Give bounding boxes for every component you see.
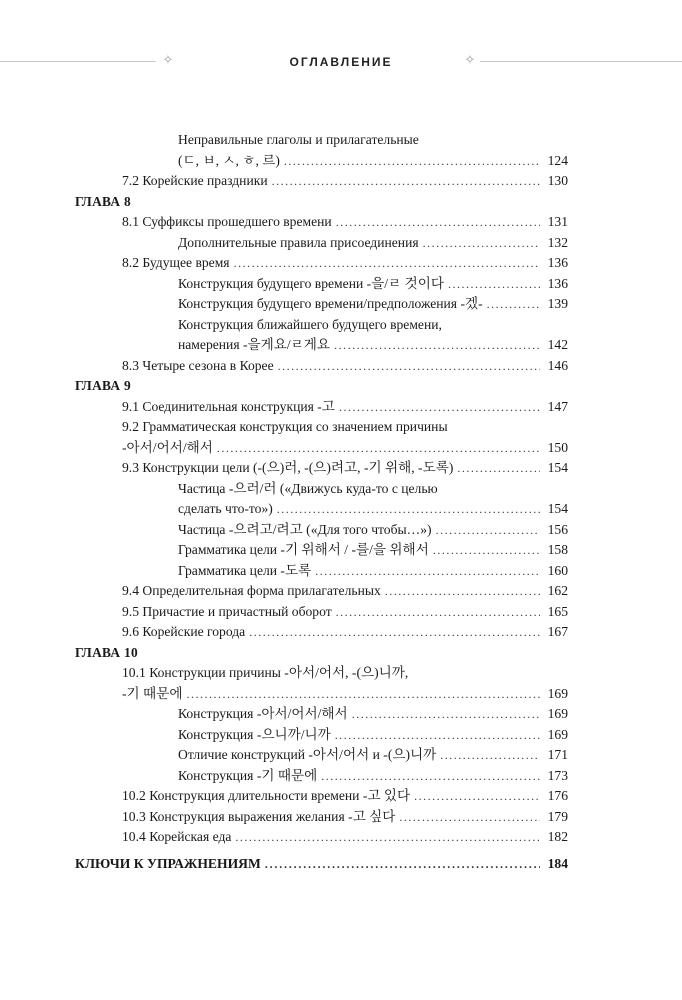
- page-header: [0, 50, 682, 74]
- toc-leader-dots: [278, 356, 540, 377]
- toc-entry[interactable]: [75, 499, 568, 520]
- toc-entry-title: КЛЮЧИ К УПРАЖНЕНИЯМ: [75, 855, 261, 871]
- toc-entry[interactable]: [75, 725, 568, 746]
- toc-entry-title: 9.1 Соединительная конструкция -고: [122, 398, 335, 414]
- toc-entry-title: 9.5 Причастие и причастный оборот: [122, 603, 332, 619]
- toc-entry-title: 10.2 Конструкция длительности времени -고 있다: [122, 788, 411, 803]
- toc-entry[interactable]: [75, 540, 568, 561]
- toc-entry-title: Конструкция будущего времени/предположения -겠-: [178, 296, 483, 311]
- toc-entry-title: 7.2 Корейские праздники: [122, 173, 268, 188]
- toc-entry-title: ГЛАВА 8: [75, 193, 132, 209]
- toc-page-number: 150: [547, 439, 568, 455]
- toc-page-number: 156: [547, 521, 568, 537]
- toc-leader-dots: [277, 499, 540, 520]
- toc-entry-title: 9.6 Корейские города: [122, 624, 246, 639]
- toc-entry[interactable]: [75, 827, 568, 848]
- toc-leader-dots: [385, 581, 540, 602]
- toc-page-number: 136: [547, 255, 568, 270]
- toc-leader-dots: [487, 294, 540, 315]
- toc-leader-dots: [440, 745, 540, 766]
- toc-leader-dots: [436, 520, 540, 541]
- toc-entry-title: 9.2 Грамматическая конструкция со значением причины: [122, 419, 448, 434]
- ornament-icon: ✧: [464, 53, 476, 68]
- toc-page-number: 179: [547, 808, 568, 824]
- toc-entry-title: Дополнительные правила присоединения: [178, 234, 419, 250]
- table-of-contents: [75, 130, 568, 874]
- toc-page-number: 169: [547, 726, 568, 742]
- toc-entry-title: -아서/어서/해서: [122, 439, 213, 455]
- toc-entry-title: Грамматика цели -도록: [178, 562, 312, 578]
- toc-entry[interactable]: [75, 397, 568, 418]
- toc-entry-title: ГЛАВА 9: [75, 378, 132, 393]
- toc-entry[interactable]: [75, 602, 568, 623]
- toc-entry-title: Конструкция -기 때문에: [178, 767, 318, 783]
- toc-entry[interactable]: [75, 807, 568, 828]
- toc-leader-dots: [335, 725, 540, 746]
- toc-entry-title: 10.1 Конструкции причины -아서/어서, -(으)니까,: [122, 665, 409, 680]
- toc-entry-title: (ㄷ, ㅂ, ㅅ, ㅎ, 르): [178, 152, 280, 168]
- toc-leader-dots: [235, 827, 540, 848]
- toc-leader-dots: [234, 253, 540, 274]
- toc-entry[interactable]: [75, 315, 568, 336]
- toc-entry-title: 8.2 Будущее время: [122, 255, 230, 270]
- toc-page-number: 169: [547, 706, 568, 721]
- toc-page-number: 167: [547, 624, 568, 639]
- toc-page-number: 147: [547, 398, 568, 414]
- toc-entry[interactable]: [75, 438, 568, 459]
- toc-entry[interactable]: [75, 253, 568, 274]
- toc-leader-dots: [334, 335, 540, 356]
- toc-page-number: 171: [547, 747, 568, 762]
- page-title: ОГЛАВЛЕНИЕ: [289, 55, 393, 69]
- toc-entry-title: сделать что-то»): [178, 501, 273, 516]
- toc-entry-title: 10.4 Корейская еда: [122, 829, 232, 844]
- toc-entry[interactable]: [75, 356, 568, 377]
- toc-entry-title: Конструкция -아서/어서/해서: [178, 706, 348, 721]
- toc-page-number: 124: [547, 152, 568, 168]
- toc-entry-title: Частица -으려고/려고 («Для того чтобы…»): [178, 521, 432, 537]
- toc-entry-title: 9.3 Конструкции цели (-(으)러, -(으)려고, -기 위해, -도록): [122, 460, 454, 475]
- toc-page-number: 139: [547, 296, 568, 311]
- toc-entry[interactable]: [75, 561, 568, 582]
- toc-page-number: 165: [547, 603, 568, 619]
- toc-page-number: 136: [547, 275, 568, 291]
- toc-page-number: 130: [547, 173, 568, 188]
- toc-entry-title: Грамматика цели -기 위해서 / -를/을 위해서: [178, 542, 429, 557]
- toc-entry[interactable]: [75, 335, 568, 356]
- toc-leader-dots: [265, 854, 540, 875]
- toc-entry-title: намерения -을게요/ㄹ게요: [178, 337, 331, 352]
- toc-leader-dots: [336, 212, 540, 233]
- toc-chapter-heading[interactable]: [75, 643, 568, 664]
- toc-leader-dots: [186, 684, 540, 705]
- toc-entry[interactable]: [75, 622, 568, 643]
- toc-leader-dots: [315, 561, 540, 582]
- toc-leader-dots: [321, 766, 540, 787]
- toc-entry[interactable]: [75, 684, 568, 705]
- toc-page-number: 176: [547, 788, 568, 803]
- toc-page-number: 182: [547, 829, 568, 844]
- toc-entry-title: 8.3 Четыре сезона в Корее: [122, 357, 274, 373]
- toc-entry-title: Неправильные глаголы и прилагательные: [178, 132, 419, 147]
- toc-entry[interactable]: [75, 233, 568, 254]
- toc-entry[interactable]: [75, 786, 568, 807]
- toc-leader-dots: [217, 438, 540, 459]
- toc-entry[interactable]: [75, 130, 568, 151]
- toc-page-number: 173: [547, 767, 568, 783]
- toc-leader-dots: [433, 540, 540, 561]
- toc-leader-dots: [448, 274, 540, 295]
- toc-page-number: 162: [547, 583, 568, 598]
- toc-page-number: 146: [547, 357, 568, 373]
- toc-page-number: 154: [547, 501, 568, 516]
- toc-entry-title: 8.1 Суффиксы прошедшего времени: [122, 214, 332, 229]
- toc-page-number: 131: [547, 214, 568, 229]
- toc-leader-dots: [399, 807, 540, 828]
- toc-entry-title: -기 때문에: [122, 685, 183, 701]
- toc-leader-dots: [272, 171, 540, 192]
- toc-leader-dots: [423, 233, 540, 254]
- toc-leader-dots: [336, 602, 540, 623]
- toc-entry[interactable]: [75, 417, 568, 438]
- toc-leader-dots: [352, 704, 540, 725]
- header-rule-right: [480, 61, 682, 62]
- toc-leader-dots: [249, 622, 540, 643]
- toc-entry[interactable]: [75, 151, 568, 172]
- toc-entry[interactable]: [75, 458, 568, 479]
- toc-entry[interactable]: [75, 171, 568, 192]
- toc-page-number: 184: [547, 855, 568, 871]
- toc-entry[interactable]: [75, 766, 568, 787]
- toc-entry-answers[interactable]: [75, 854, 568, 875]
- toc-entry[interactable]: [75, 479, 568, 500]
- toc-entry-title: Конструкция -으니까/니까: [178, 726, 331, 742]
- toc-entry[interactable]: [75, 274, 568, 295]
- toc-entry[interactable]: [75, 745, 568, 766]
- toc-entry[interactable]: [75, 704, 568, 725]
- toc-entry[interactable]: [75, 212, 568, 233]
- toc-entry-title: Конструкция ближайшего будущего времени,: [178, 316, 442, 332]
- toc-page-number: 154: [547, 460, 568, 475]
- ornament-icon: ✧: [162, 53, 174, 68]
- toc-leader-dots: [457, 458, 540, 479]
- toc-entry[interactable]: [75, 663, 568, 684]
- toc-entry-title: 10.3 Конструкция выражения желания -고 싶다: [122, 808, 396, 824]
- toc-entry-title: Конструкция будущего времени -을/ㄹ 것이다: [178, 275, 444, 291]
- toc-page-number: 158: [547, 542, 568, 557]
- toc-entry[interactable]: [75, 581, 568, 602]
- toc-entry[interactable]: [75, 294, 568, 315]
- toc-page-number: 142: [547, 337, 568, 352]
- toc-entry[interactable]: [75, 520, 568, 541]
- toc-page-number: 132: [547, 234, 568, 250]
- toc-page-number: 160: [547, 562, 568, 578]
- toc-chapter-heading[interactable]: [75, 376, 568, 397]
- toc-entry-title: Частица -으러/러 («Движусь куда-то с целью: [178, 480, 438, 496]
- toc-leader-dots: [414, 786, 540, 807]
- toc-leader-dots: [339, 397, 540, 418]
- toc-entry-title: ГЛАВА 10: [75, 644, 139, 660]
- toc-entry-title: 9.4 Определительная форма прилагательных: [122, 583, 381, 598]
- toc-page-number: 169: [547, 685, 568, 701]
- toc-chapter-heading[interactable]: [75, 192, 568, 213]
- toc-leader-dots: [284, 151, 540, 172]
- toc-entry-title: Отличие конструкций -아서/어서 и -(으)니까: [178, 747, 437, 762]
